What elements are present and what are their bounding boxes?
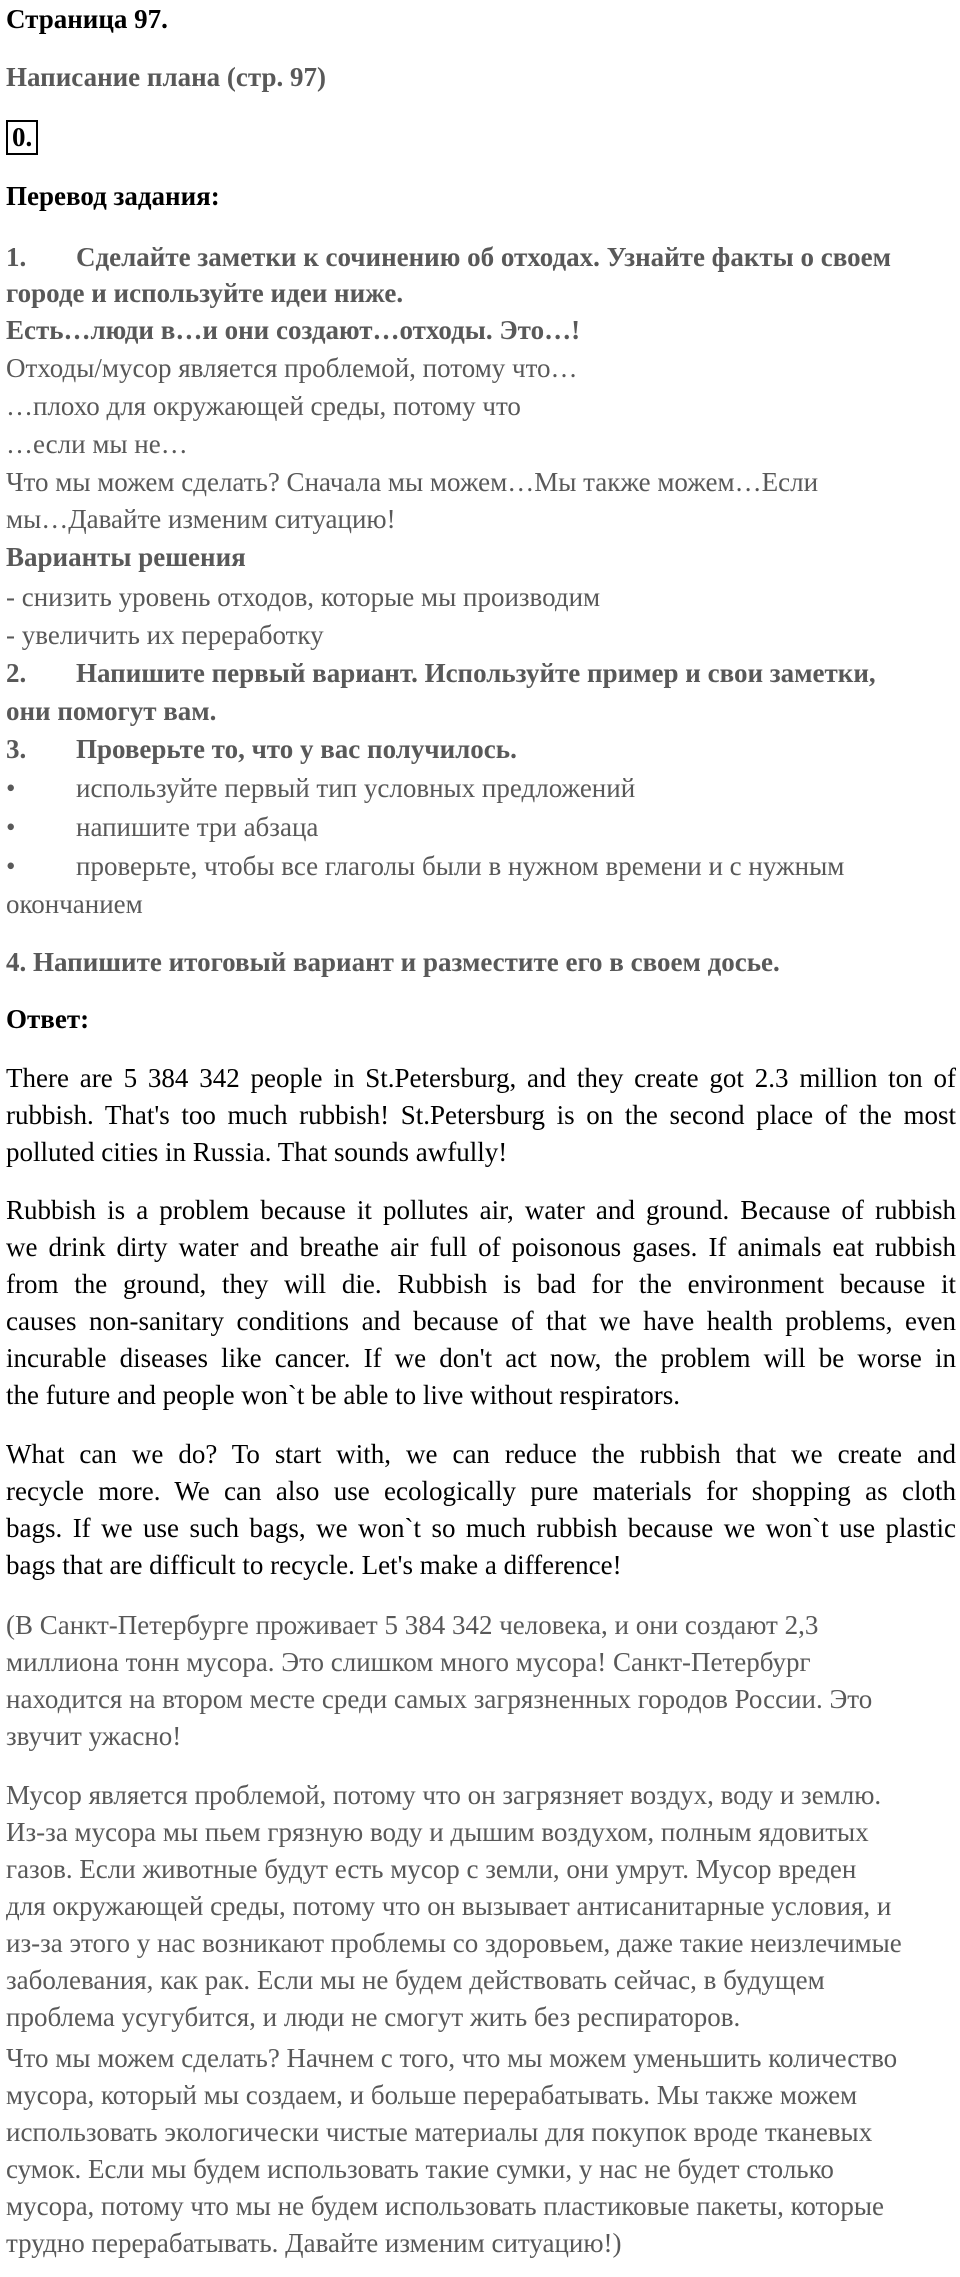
russian-p1-line: миллиона тонн мусора. Это слишком много мусора! Санкт-Петербург bbox=[6, 1647, 811, 1677]
russian-p2-line: Мусор является проблемой, потому что он загрязняет воздух, воду и землю. bbox=[6, 1780, 882, 1810]
page-title: Страница 97. bbox=[6, 4, 168, 34]
bullet-text: проверьте, чтобы все глаголы были в нужном времени и с нужным bbox=[76, 851, 845, 881]
russian-p1-line: (В Санкт-Петербурге проживает 5 384 342 человека, и они создают 2,3 bbox=[6, 1610, 819, 1640]
task1-number: 1. bbox=[6, 242, 27, 272]
task2-number: 2. bbox=[6, 658, 27, 688]
note-line: …если мы не… bbox=[6, 429, 188, 459]
english-p1-line: rubbish. That's too much rubbish! St.Petersburg is on the second place of the most bbox=[6, 1100, 956, 1130]
bullet-text: используйте первый тип условных предложений bbox=[76, 773, 636, 803]
task3-number: 3. bbox=[6, 734, 27, 764]
task1-line1 bbox=[6, 244, 891, 271]
bullet-icon: • bbox=[6, 773, 16, 803]
answer-heading: Ответ: bbox=[6, 1004, 90, 1034]
russian-p2-line: газов. Если животные будут есть мусор с земли, они умрут. Мусор вреден bbox=[6, 1854, 857, 1884]
translation-heading: Перевод задания: bbox=[6, 181, 220, 211]
english-p3-line: What can we do? To start with, we can reduce the rubbish that we create and bbox=[6, 1439, 956, 1469]
russian-p3-line: мусора, который мы создаем, и больше перерабатывать. Мы также можем bbox=[6, 2080, 858, 2110]
task3-line1 bbox=[6, 736, 517, 763]
task2-text-line1: Напишите первый вариант. Используйте пример и свои заметки, bbox=[76, 658, 876, 688]
solution-item: - увеличить их переработку bbox=[6, 620, 324, 650]
task3-text-line1: Проверьте то, что у вас получилось. bbox=[76, 734, 517, 764]
exercise-number-box bbox=[6, 120, 38, 155]
english-p2-line: the future and people won`t be able to live without respirators. bbox=[6, 1380, 681, 1410]
bullet-item bbox=[6, 853, 844, 880]
section-title: Написание плана (стр. 97) bbox=[6, 62, 327, 92]
english-p3-line: bags. If we use such bags, we won`t so much rubbish because we won`t use plastic bbox=[6, 1513, 956, 1543]
english-p1-line: polluted cities in Russia. That sounds awfully! bbox=[6, 1137, 508, 1167]
english-p3-line: bags that are difficult to recycle. Let's make a difference! bbox=[6, 1550, 622, 1580]
english-p2-line: Rubbish is a problem because it pollutes air, water and ground. Because of rubbish bbox=[6, 1195, 956, 1225]
russian-p3-line: сумок. Если мы будем использовать такие сумки, у нас не будет столько bbox=[6, 2154, 834, 2184]
bullet-text-continued: окончанием bbox=[6, 889, 143, 919]
russian-p3-line: Что мы можем сделать? Начнем с того, что мы можем уменьшить количество bbox=[6, 2043, 898, 2073]
bullet-icon: • bbox=[6, 851, 16, 881]
note-line: Что мы можем сделать? Сначала мы можем…Мы также можем…Если bbox=[6, 467, 819, 497]
russian-p2-line: из-за этого у нас возникают проблемы со здоровьем, даже такие неизлечимые bbox=[6, 1928, 902, 1958]
note-line: мы…Давайте изменим ситуацию! bbox=[6, 504, 396, 534]
note-line: Отходы/мусор является проблемой, потому что… bbox=[6, 353, 578, 383]
english-p2-line: incurable diseases like cancer. If we don't act now, the problem will be worse in bbox=[6, 1343, 956, 1373]
english-p3-line: recycle more. We can also use ecologically pure materials for shopping as cloth bbox=[6, 1476, 956, 1506]
english-p2-line: causes non-sanitary conditions and because of that we have health problems, even bbox=[6, 1306, 956, 1336]
english-p2-line: from the ground, they will die. Rubbish is bad for the environment because it bbox=[6, 1269, 956, 1299]
english-p1-line: There are 5 384 342 people in St.Petersburg, and they create got 2.3 million ton of bbox=[6, 1063, 956, 1093]
bullet-item bbox=[6, 775, 635, 802]
note-line: …плохо для окружающей среды, потому что bbox=[6, 391, 521, 421]
english-p2-line: we drink dirty water and breathe air full of poisonous gases. If animals eat rubbish bbox=[6, 1232, 956, 1262]
russian-p2-line: проблема усугубится, и люди не смогут жить без респираторов. bbox=[6, 2002, 741, 2032]
russian-p3-line: трудно перерабатывать. Давайте изменим ситуацию!) bbox=[6, 2228, 622, 2258]
task4-line: 4. Напишите итоговый вариант и разместите его в своем досье. bbox=[6, 947, 780, 977]
russian-p2-line: Из-за мусора мы пьем грязную воду и дышим воздухом, полным ядовитых bbox=[6, 1817, 869, 1847]
exercise-number: 0. bbox=[6, 120, 38, 155]
solution-item: - снизить уровень отходов, которые мы производим bbox=[6, 582, 601, 612]
russian-p1-line: находится на втором месте среди самых загрязненных городов России. Это bbox=[6, 1684, 873, 1714]
task1-text-line2: городе и используйте идеи ниже. bbox=[6, 278, 404, 308]
bullet-icon: • bbox=[6, 812, 16, 842]
bullet-text: напишите три абзаца bbox=[76, 812, 319, 842]
prompt-line: Есть…люди в…и они создают…отходы. Это…! bbox=[6, 315, 581, 345]
task1-text-line1: Сделайте заметки к сочинению об отходах. Узнайте факты о своем bbox=[76, 242, 892, 272]
solutions-heading: Варианты решения bbox=[6, 542, 246, 572]
task2-text-line2: они помогут вам. bbox=[6, 696, 217, 726]
task2-line1 bbox=[6, 660, 876, 687]
russian-p2-line: для окружающей среды, потому что он вызывает антисанитарные условия, и bbox=[6, 1891, 892, 1921]
bullet-item bbox=[6, 814, 318, 841]
russian-p1-line: звучит ужасно! bbox=[6, 1721, 182, 1751]
russian-p3-line: мусора, потому что мы не будем использовать пластиковые пакеты, которые bbox=[6, 2191, 885, 2221]
russian-p3-line: использовать экологически чистые материалы для покупок вроде тканевых bbox=[6, 2117, 873, 2147]
russian-p2-line: заболевания, как рак. Если мы не будем действовать сейчас, в будущем bbox=[6, 1965, 825, 1995]
